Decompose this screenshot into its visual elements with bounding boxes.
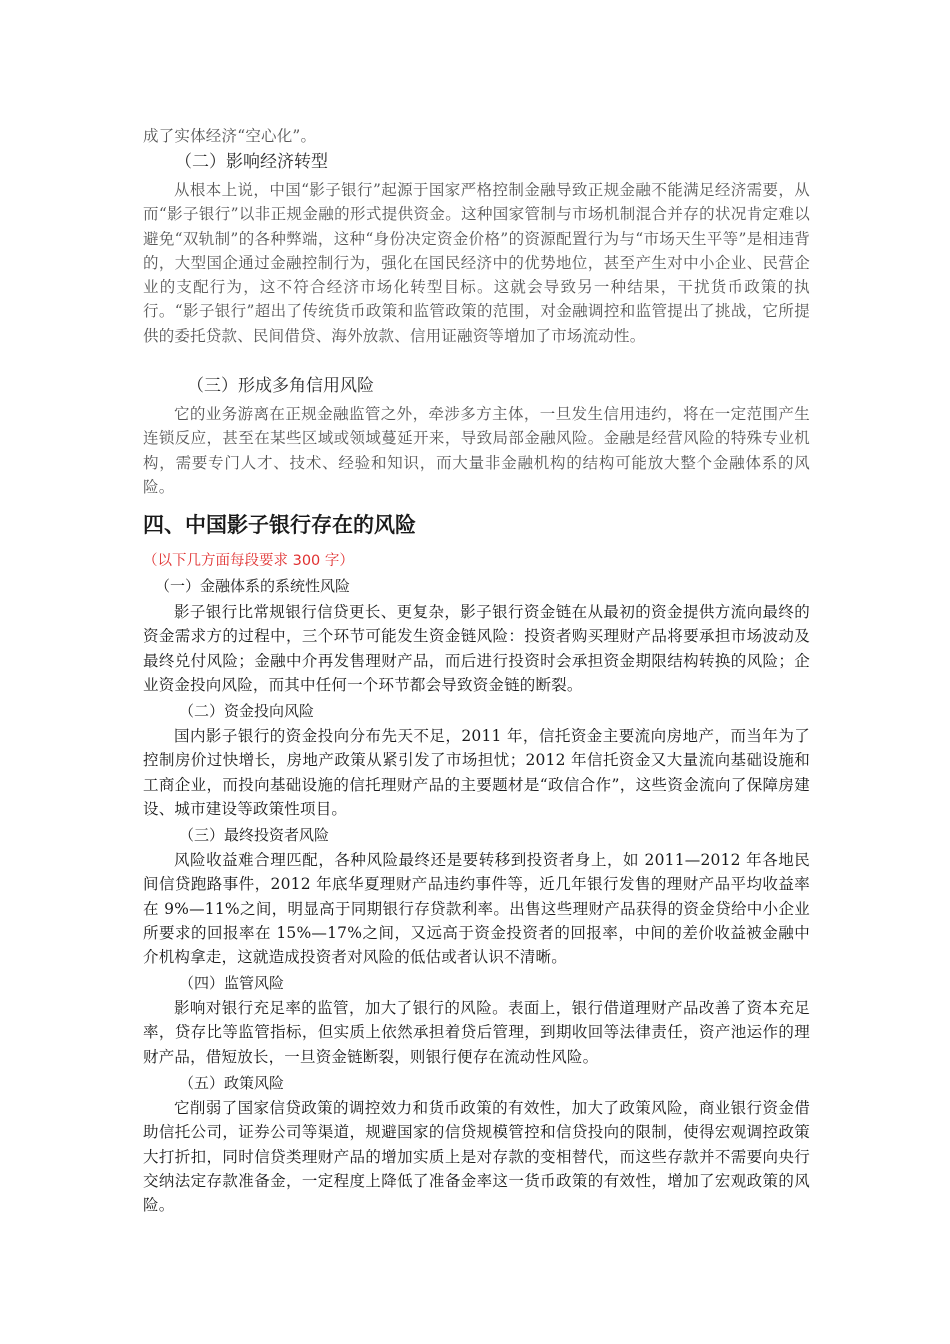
chapter4-heading-block xyxy=(143,510,810,540)
continuation-block xyxy=(143,124,810,148)
section2-heading: （二）影响经济转型 xyxy=(175,152,328,172)
risk2-heading: （二）资金投向风险 xyxy=(179,702,315,720)
risk2-para-block xyxy=(143,724,810,821)
risk1-heading: （一）金融体系的系统性风险 xyxy=(155,577,351,595)
section2-para-block xyxy=(143,178,810,348)
continuation-text: 成了实体经济“空心化”。 xyxy=(143,127,317,145)
risk4-paragraph: 影响对银行充足率的监管，加大了银行的风险。表面上，银行借道理财产品改善了资本充足率，贷存比等监管指标，但实质上依然承担着贷后管理，到期收回等法律责任，资产池运作的理财产品，借短放长，一旦资金链断裂，则银行便存在流动性风险。 xyxy=(143,999,810,1066)
risk1-paragraph: 影子银行比常规银行信贷更长、更复杂，影子银行资金链在从最初的资金提供方流向最终的资金需求方的过程中，三个环节可能发生资金链风险：投资者购买理财产品将要承担市场波动及最终兑付风险；金融中介再发售理财产品，而后进行投资时会承担资金期限结构转换的风险；企业资金投向风险，而其中任何一个环节都会导致资金链的断裂。 xyxy=(143,603,810,694)
section3-heading-block xyxy=(143,374,810,398)
chapter4-note-block xyxy=(143,550,810,572)
risk4-para-block xyxy=(143,996,810,1069)
risk4-heading: （四）监管风险 xyxy=(179,974,285,992)
risk3-heading-block xyxy=(143,824,810,846)
section2-heading-block xyxy=(143,150,810,174)
requirement-note: （以下几方面每段要求 300 字） xyxy=(143,553,354,569)
section3-paragraph: 它的业务游离在正规金融监管之外，牵涉多方主体，一旦发生信用违约，将在一定范围产生连锁反应，甚至在某些区域或领域蔓延开来，导致局部金融风险。金融是经营风险的特殊专业机构，需要专门人才、技术、经验和知识，而大量非金融机构的结构可能放大整个金融体系的风险。 xyxy=(143,405,810,496)
risk5-heading-block xyxy=(143,1072,810,1094)
risk5-para-block xyxy=(143,1096,810,1217)
risk1-heading-block xyxy=(143,575,810,597)
section3-heading: （三）形成多角信用风险 xyxy=(187,376,374,396)
section2-paragraph: 从根本上说，中国“影子银行”起源于国家严格控制金融导致正规金融不能满足经济需要，从而“影子银行”以非正规金融的形式提供资金。这种国家管制与市场机制混合并存的状况肯定难以避免“双轨制”的各种弊端，这种“身份决定资金价格”的资源配置行为与“市场天生平等”是相违背的，大型国企通过金融控制行为，强化在国民经济中的优势地位，甚至产生对中小企业、民营企业的支配行为，这不符合经济市场化转型目标。这就会导致另一种结果，干扰货币政策的执行。“影子银行”超出了传统货币政策和监管政策的范围，对金融调控和监管提出了挑战，它所提供的委托贷款、民间借贷、海外放款、信用证融资等增加了市场流动性。 xyxy=(143,181,810,345)
chapter4-heading: 四、中国影子银行存在的风险 xyxy=(143,513,416,537)
risk3-para-block xyxy=(143,848,810,969)
risk2-heading-block xyxy=(143,700,810,722)
risk4-heading-block xyxy=(143,972,810,994)
section3-para-block xyxy=(143,402,810,499)
risk3-paragraph: 风险收益难合理匹配，各种风险最终还是要转移到投资者身上，如 2011—2012 年各地民间信贷跑路事件，2012 年底华夏理财产品违约事件等，近几年银行发售的理财产品平均收益率在 9%—11%之间，明显高于同期银行存贷款利率。出售这些理财产品获得的资金贷给中小企业所要求的回报率在 15%—17%之间，又远高于资金投资者的回报率，中间的差价收益被金融中介机构拿走，这就造成投资者对风险的低估或者认识不清晰。 xyxy=(143,851,810,967)
risk1-para-block xyxy=(143,600,810,697)
risk2-paragraph: 国内影子银行的资金投向分布先天不足，2011 年，信托资金主要流向房地产，而当年为了控制房价过快增长，房地产政策从紧引发了市场担忧；2012 年信托资金又大量流向基础设施和工商企业，而投向基础设施的信托理财产品的主要题材是“政信合作”，这些资金流向了保障房建设、城市建设等政策性项目。 xyxy=(143,727,810,818)
risk3-heading: （三）最终投资者风险 xyxy=(179,826,330,844)
risk5-heading: （五）政策风险 xyxy=(179,1074,285,1092)
risk5-paragraph: 它削弱了国家信贷政策的调控效力和货币政策的有效性，加大了政策风险，商业银行资金借助信托公司，证券公司等渠道，规避国家的信贷规模管控和信贷投向的限制，使得宏观调控政策大打折扣，同时信贷类理财产品的增加实质上是对存款的变相替代，而这些存款并不需要向央行交纳法定存款准备金，一定程度上降低了准备金率这一货币政策的有效性，增加了宏观政策的风险。 xyxy=(143,1099,810,1215)
